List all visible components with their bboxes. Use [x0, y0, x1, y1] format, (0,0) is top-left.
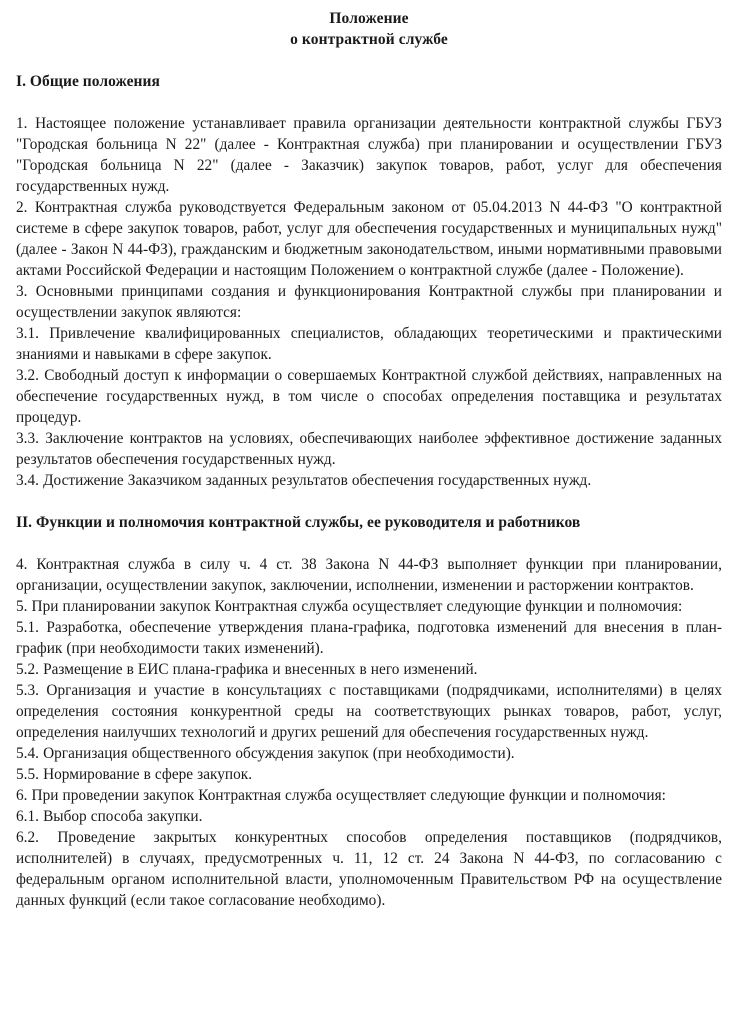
- paragraph: 3. Основными принципами создания и функционирования Контрактной службы при планировании и осуществлении закупок являются:: [16, 283, 722, 321]
- section-heading-1: I. Общие положения: [16, 73, 160, 90]
- section-2-gap: [16, 491, 722, 512]
- paragraph: 2. Контрактная служба руководствуется Федеральным законом от 05.04.2013 N 44-ФЗ "О контрактной системе в сфере закупок товаров, работ, услуг для обеспечения государственных и муниципальных нужд" (далее - Закон N 44-ФЗ), гражданским и бюджетным законодательством, иными нормативными правовыми актами Российской Федерации и настоящим Положением о контрактной службе (далее - Положение).: [16, 199, 722, 279]
- section-heading-2: II. Функции и полномочия контрактной службы, ее руководителя и работников: [16, 514, 581, 531]
- paragraph: 1. Настоящее положение устанавливает правила организации деятельности контрактной службы ГБУЗ "Городская больница N 22" (далее - Контрактная служба) при планировании и осуществлении ГБУЗ "Городская больница N 22" (далее - Заказчик) закупок товаров, работ, услуг для обеспечения государственных нужд.: [16, 115, 722, 195]
- section-1-body: [16, 113, 722, 491]
- section-1-heading-spacer: [16, 92, 722, 113]
- section-2-heading-spacer: [16, 533, 722, 554]
- paragraph: 5.1. Разработка, обеспечение утверждения плана-графика, подготовка изменений для внесения в план-график (при необходимости таких изменений).: [16, 619, 722, 657]
- paragraph: 5.5. Нормирование в сфере закупок.: [16, 766, 253, 783]
- paragraph: 4. Контрактная служба в силу ч. 4 ст. 38 Закона N 44-ФЗ выполняет функции при планировании, организации, осуществлении закупок, заключении, исполнении, изменении и расторжении контрактов.: [16, 556, 722, 594]
- paragraph: 5.2. Размещение в ЕИС плана-графика и внесенных в него изменений.: [16, 661, 478, 678]
- paragraph: 5.3. Организация и участие в консультациях с поставщиками (подрядчиками, исполнителями) в целях определения состояния конкурентной среды на соответствующих рынках товаров, работ, услуг, определения наилучших технологий и других решений для обеспечения государственных нужд.: [16, 682, 722, 741]
- document-title: [16, 8, 722, 50]
- paragraph: 5. При планировании закупок Контрактная служба осуществляет следующие функции и полномочия:: [16, 598, 683, 615]
- title-spacer: [16, 50, 722, 71]
- document-title-line-1: Положение: [329, 10, 409, 27]
- paragraph: 3.1. Привлечение квалифицированных специалистов, обладающих теоретическими и практическими знаниями и навыками в сфере закупок.: [16, 325, 722, 363]
- paragraph: 3.3. Заключение контрактов на условиях, обеспечивающих наиболее эффективное достижение заданных результатов обеспечения государственных нужд.: [16, 430, 722, 468]
- document-title-line-2: о контрактной службе: [290, 31, 448, 48]
- paragraph: 6. При проведении закупок Контрактная служба осуществляет следующие функции и полномочия:: [16, 787, 666, 804]
- paragraph: 6.1. Выбор способа закупки.: [16, 808, 203, 825]
- paragraph: 3.4. Достижение Заказчиком заданных результатов обеспечения государственных нужд.: [16, 472, 592, 489]
- paragraph: 3.2. Свободный доступ к информации о совершаемых Контрактной службой действиях, направленных на обеспечение государственных нужд, в том числе о способах определения поставщика и результатах процедур.: [16, 367, 722, 426]
- section-2-body: [16, 554, 722, 911]
- paragraph: 5.4. Организация общественного обсуждения закупок (при необходимости).: [16, 745, 515, 762]
- paragraph: 6.2. Проведение закрытых конкурентных способов определения поставщиков (подрядчиков, исполнителей) в случаях, предусмотренных ч. 11, 12 ст. 24 Закона N 44-ФЗ, по согласованию с федеральным органом исполнительной власти, уполномоченным Правительством РФ на осуществление данных функций (если такое согласование необходимо).: [16, 829, 722, 909]
